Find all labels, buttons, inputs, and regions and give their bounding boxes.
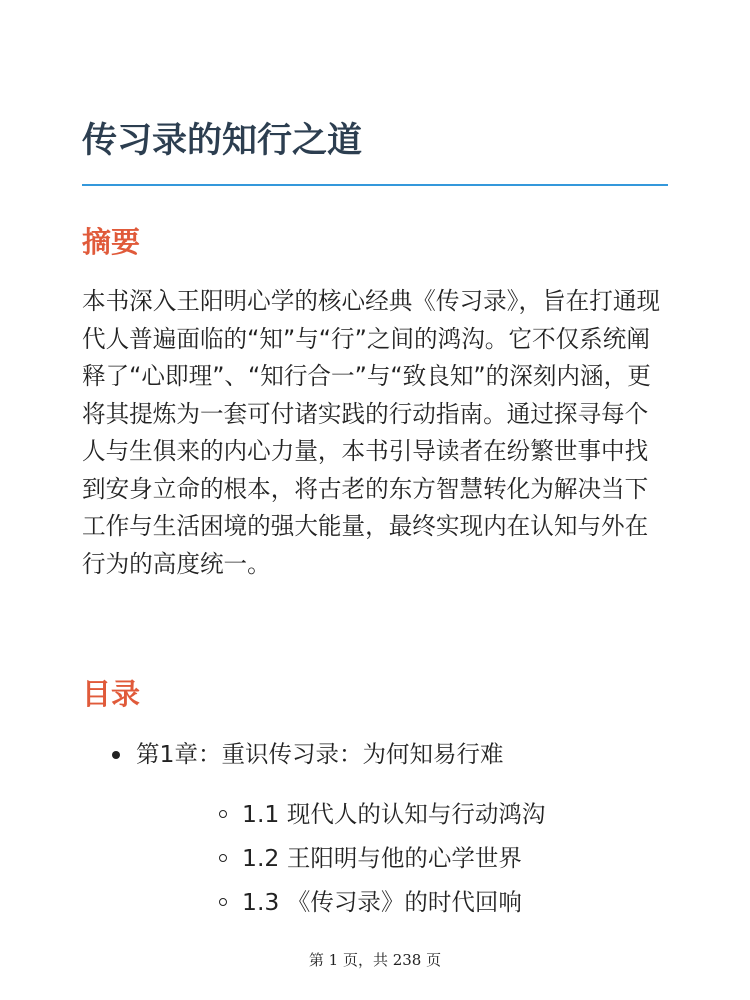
toc-section-1-2[interactable]: [188, 836, 668, 880]
toc-section-label: 1.1 现代人的认知与行动鸿沟: [242, 800, 546, 828]
toc-sub-list: [136, 792, 668, 924]
toc-section-1-3[interactable]: [188, 880, 668, 924]
document-title: 传习录的知行之道: [82, 121, 363, 161]
toc-chapter-label: 第1章：重识传习录：为何知易行难: [136, 740, 504, 768]
disc-bullet-icon: [112, 751, 120, 759]
circle-bullet-icon: [219, 810, 227, 818]
page-footer: 第 1 页，共 238 页: [308, 951, 442, 969]
table-of-contents: [82, 734, 668, 924]
title-divider: [82, 184, 668, 186]
toc-heading: 目录: [82, 677, 141, 711]
toc-section-1-1[interactable]: [188, 792, 668, 836]
toc-section-label: 1.3 《传习录》的时代回响: [242, 888, 522, 916]
abstract-heading: 摘要: [82, 225, 141, 259]
circle-bullet-icon: [219, 898, 227, 906]
toc-section-label: 1.2 王阳明与他的心学世界: [242, 844, 522, 872]
abstract-paragraph: 本书深入王阳明心学的核心经典《传习录》，旨在打通现代人普遍面临的“知”与“行”之间的鸿沟。它不仅系统阐释了“心即理”、“知行合一”与“致良知”的深刻内涵，更将其提炼为一套可付诸实践的行动指南。通过探寻每个人与生俱来的内心力量，本书引导读者在纷繁世事中找到安身立命的根本，将古老的东方智慧转化为解决当下工作与生活困境的强大能量，最终实现内在认知与外在行为的高度统一。: [82, 287, 661, 578]
toc-chapter-1[interactable]: [82, 734, 668, 924]
circle-bullet-icon: [219, 854, 227, 862]
